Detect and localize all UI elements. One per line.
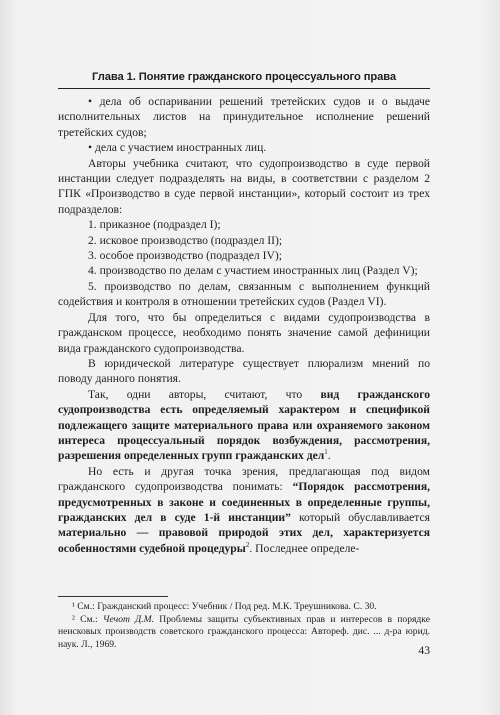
footnote xyxy=(58,614,430,652)
page-number: 43 xyxy=(418,644,430,657)
text-run: который обуславливается xyxy=(290,510,430,524)
definition-bold: материально — правовой природой этих дел, характеризуется особенностями судебной процедуры xyxy=(58,526,430,555)
text-run: . xyxy=(327,449,331,463)
paragraph xyxy=(58,464,430,556)
paragraph xyxy=(58,387,430,464)
paragraph: Для того, что бы определиться с видами судопроизводства в гражданском процессе, необходимо понять значение самой дефиниции вида гражданского судопроизводства. xyxy=(58,310,430,355)
list-item: 3. особое производство (подраздел IV); xyxy=(88,249,282,263)
text-run: Проблемы защиты субъективных прав и интересов в порядке неисковых производств советского гражданского процесса: Автореф. дис. ... д-ра юрид. наук. Л., 1969. xyxy=(58,613,430,650)
footnote-author: Чечот Д.М. xyxy=(102,613,155,625)
footnote-ref[interactable]: 2 xyxy=(245,540,250,549)
footnote-rule xyxy=(58,596,168,597)
bullet-item: • дела с участием иностранных лиц. xyxy=(88,141,267,155)
quote-bold: “Порядок рассмотрения, предусмотренных в законе и соединенных в определенные группы, гражданских дел в суде 1-й инстанции” xyxy=(58,480,430,524)
text-run: Так, одни авторы, считают, что xyxy=(88,387,321,401)
definition-bold: вид гражданского судопроизводства есть определяемый характером и спецификой подлежащего защите материального права или охраняемого законом интереса процессуальный порядок возбуждения, рассмотрения, разрешения определенных групп гражданских дел xyxy=(58,387,430,463)
list-item: 2. исковое производство (подраздел II); xyxy=(88,233,283,247)
list-item: 1. приказное (подраздел I); xyxy=(88,218,221,232)
footnote: ¹ См.: Гражданский процесс: Учебник / Под ред. М.К. Треушникова. С. 30. xyxy=(72,601,377,612)
header-rule xyxy=(58,88,430,89)
page-body xyxy=(58,94,430,556)
footnotes xyxy=(58,601,430,651)
text-run: ² См.: xyxy=(72,613,103,625)
list-item: 5. производство по делам, связанным с выполнением функций содействия и контроля в отношении третейских судов (Раздел VI). xyxy=(58,279,430,309)
list-item: 4. производство по делам с участием иностранных лиц (Раздел V); xyxy=(88,264,418,278)
text-run: Но есть и другая точка зрения, предлагающая под видом гражданского судопроизводства понимать: xyxy=(58,464,430,494)
paragraph: В юридической литературе существует плюрализм мнений по поводу данного понятия. xyxy=(58,356,430,386)
bullet-item: • дела об оспаривании решений третейских судов и о выдаче исполнительных листов на принудительное исполнение решений третейских судов; xyxy=(58,95,430,139)
text-run: . Последнее определе- xyxy=(249,541,360,555)
running-header: Глава 1. Понятие гражданского процессуального права xyxy=(92,71,396,83)
paragraph: Авторы учебника считают, что судопроизводство в суде первой инстанции следует подразделять на виды, в соответствии с разделом 2 ГПК «Производство в суде первой инстанции», который состоит из трех подразделов: xyxy=(58,156,430,216)
footnote-ref[interactable]: 1 xyxy=(324,448,328,457)
